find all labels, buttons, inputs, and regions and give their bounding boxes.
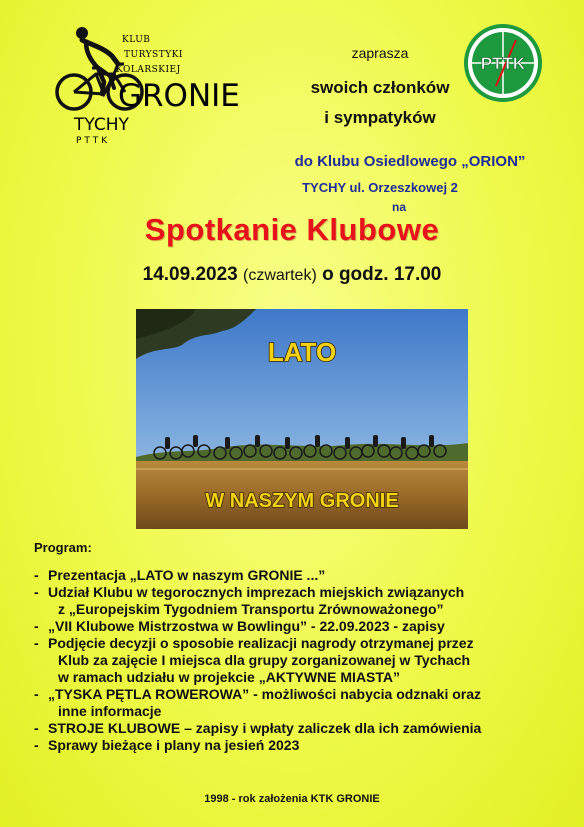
list-dash: -	[34, 618, 39, 634]
program-item-text	[48, 686, 554, 720]
logo-name: GRONIE	[118, 78, 240, 114]
club-logo	[52, 22, 242, 162]
program-item	[34, 584, 554, 618]
list-dash: -	[34, 686, 39, 702]
program-item-text: STROJE KLUBOWE – zapisy i wpłaty zaliczek dla ich zamówienia	[48, 720, 482, 736]
meeting-day: (czwartek)	[243, 267, 317, 284]
badge-text: PTTK	[480, 54, 526, 73]
program-item-text: Prezentacja „LATO w naszym GRONIE ...”	[48, 567, 326, 583]
meeting-title: Spotkanie Klubowe	[144, 212, 440, 247]
logo-org: PTTK	[76, 136, 111, 146]
logo-line-1: KLUB	[122, 35, 151, 45]
logo-city: TYCHY	[74, 115, 129, 135]
program-item-line: Podjęcie decyzji o sposobie realizacji nagrody otrzymanej przez	[48, 635, 474, 651]
footer-note: 1998 - rok założenia KTK GRONIE	[204, 793, 380, 805]
list-dash: -	[34, 635, 39, 651]
cyclists-photo	[136, 309, 468, 529]
cyclists-photo-image	[136, 309, 468, 529]
program-item-text: Sprawy bieżące i plany na jesień 2023	[48, 737, 300, 753]
program-item-line: Klub za zajęcie I miejsca dla grupy zorganizowanej w Tychach	[58, 652, 471, 668]
invite-members: swoich członków	[310, 78, 450, 97]
photo-top-label: LATO	[267, 337, 337, 367]
address-line: TYCHY ul. Orzeszkowej 2	[302, 180, 458, 195]
list-dash: -	[34, 584, 39, 600]
program-heading: Program:	[34, 540, 92, 555]
logo-line-2: TURYSTYKI	[124, 50, 183, 60]
list-dash: -	[34, 567, 39, 583]
program-item-text	[48, 584, 554, 618]
program-item-line: Udział Klubu w tegorocznych imprezach miejskich związanych	[48, 584, 465, 600]
program-item-line: inne informacje	[58, 703, 162, 719]
address-suffix: na	[392, 200, 407, 214]
program-item	[34, 635, 554, 686]
invite-line: zaprasza	[351, 45, 409, 61]
meeting-time: o godz. 17.00	[322, 264, 442, 285]
cyclist-logo-icon	[52, 22, 242, 162]
meeting-datetime	[0, 264, 584, 286]
program-item-text	[48, 635, 554, 686]
program-item-text: „VII Klubowe Mistrzostwa w Bowlingu” - 22.09.2023 - zapisy	[48, 618, 445, 634]
invite-supporters: i sympatyków	[324, 108, 436, 127]
list-dash: -	[34, 737, 39, 753]
program-item	[34, 567, 554, 584]
program-item	[34, 618, 554, 635]
program-item-line: w ramach udziału w projekcie „AKTYWNE MIASTA”	[58, 669, 401, 685]
photo-bottom-label: W NASZYM GRONIE	[205, 490, 399, 512]
meeting-date: 14.09.2023	[142, 264, 238, 285]
logo-line-3: KOLARSKIEJ	[116, 65, 181, 75]
list-dash: -	[34, 720, 39, 736]
program-item-line: z „Europejskim Tygodniem Transportu Zrównoważonego”	[58, 601, 444, 617]
program-item-line: „TYSKA PĘTLA ROWEROWA” - możliwości nabycia odznaki oraz	[48, 686, 482, 702]
program-item	[34, 686, 554, 720]
program-list	[34, 567, 554, 754]
program-item	[34, 737, 554, 754]
program-item	[34, 720, 554, 737]
venue-line: do Klubu Osiedlowego „ORION”	[294, 153, 526, 170]
